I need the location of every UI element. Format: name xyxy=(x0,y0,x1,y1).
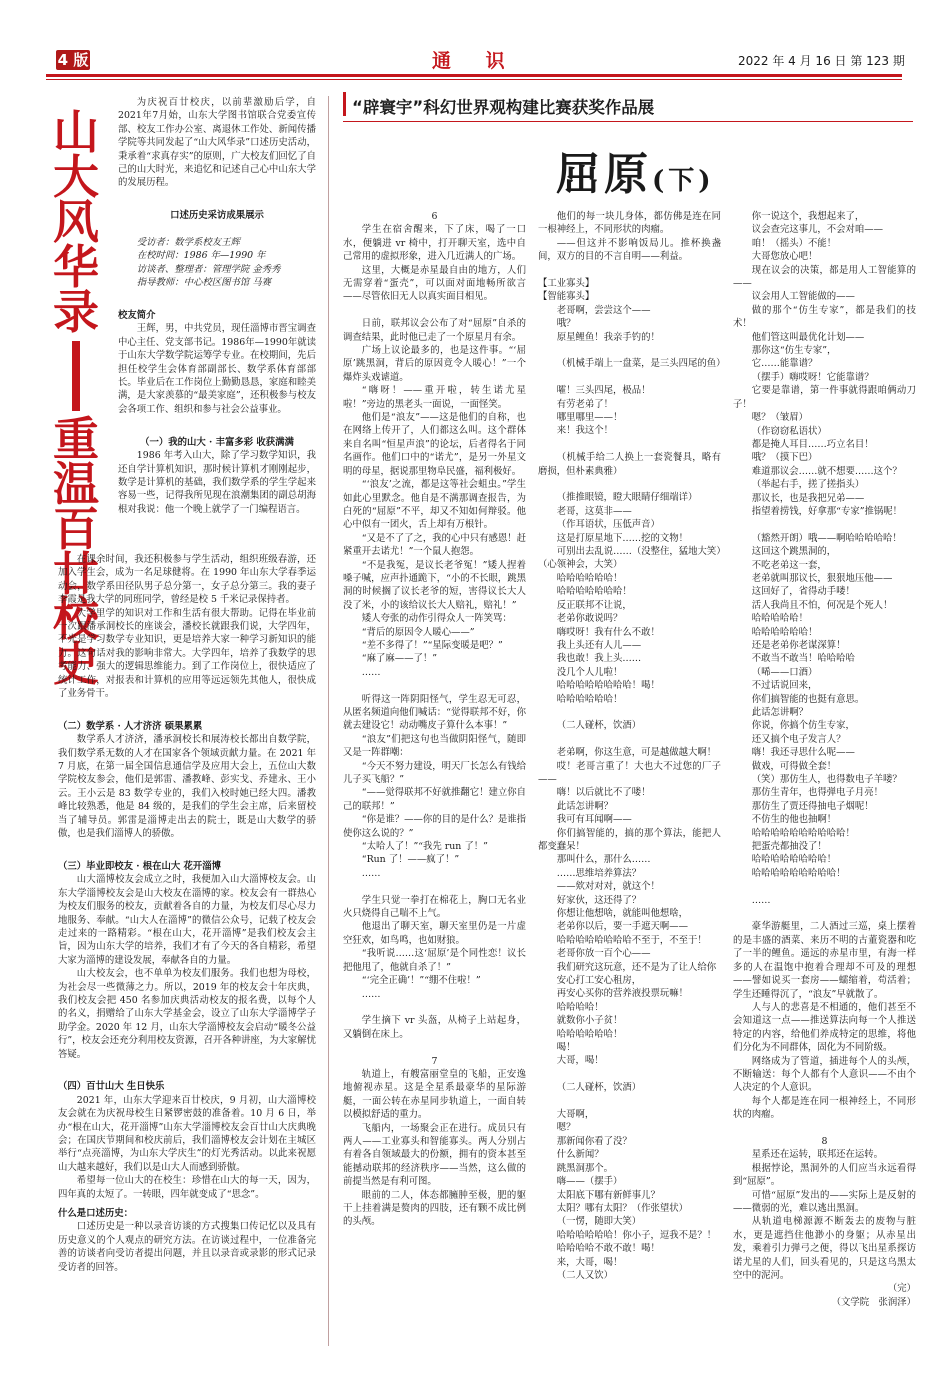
story-line: “Run 了！——疯了！” xyxy=(361,854,460,866)
story-line: 还又搞个电子发言人？ xyxy=(751,733,846,745)
story-line: 嗯？ xyxy=(556,1122,576,1134)
story-line: （一愣，随即大笑） xyxy=(556,1216,642,1228)
story-line: “又是不了了之，我的心中只有感恩！赶紧重开去诺尤！”一个鼠人抱怨。 xyxy=(343,532,526,558)
story-line: （机械手端上一盘菜，是三头四尾的鱼） xyxy=(556,358,726,370)
section3-paragraph: 山大校友会，也不单单为校友们服务。我们也想为母校，为社会尽一些微薄之力。所以，2019 年的校友会十年庆典，我们校友会把 450 名参加庆典活动校友的报名费，以每个人的名义，捐赠给了山东大学基金会，设立了山东大学淄博学子助学金。2020 年 12 月，山东大学淄博校友会启动“暖冬公益行”，校友会还充分利用校友资源，召开各种讲座，为大家解忧答疑。 xyxy=(58,968,316,1060)
story-line: 老哥，这莫非—— xyxy=(556,505,632,517)
story-line: 你们搞智能的也挺有意思。 xyxy=(751,693,865,705)
story-line: 根据悖论，黑洞外的人们应当永远看得到“屈原”。 xyxy=(733,1162,916,1188)
meta-interviewee: 受访者：数学系校友王辉 xyxy=(136,237,240,249)
story-line: 大哥您放心吧！ xyxy=(751,251,818,263)
story-line: 这回这个跳黑洞的， xyxy=(751,546,837,558)
story-line: 那仿生了贾还得抽电子烟呢！ xyxy=(751,800,874,812)
story-line: 老弟你以后，要一手遮天啊—— xyxy=(556,921,689,933)
spacer xyxy=(343,1001,526,1014)
story-line: 跳黑洞那个。 xyxy=(556,1162,614,1174)
story-line: 太阳底下哪有新鲜事儿？ xyxy=(556,1189,660,1201)
spacer xyxy=(538,1095,721,1108)
story-line: 嗨！我还寻思什么呢—— xyxy=(751,747,855,759)
story-line: 这是打原星地下……挖的文物！ xyxy=(556,532,689,544)
oral-history-text: 口述历史是一种以录音访谈的方式搜集口传记忆以及具有历史意义的个人观点的研究方法。在访谈过程中，一位准备完善的访谈者向受访者提出问题，并且以录音或录影的形式记录受访者的回答。 xyxy=(58,1221,316,1273)
story-line: （笑）那仿生人，也得数电子羊喽？ xyxy=(751,774,902,786)
story-line: “我听说……这‘屈原’是个同性恋！议长把他甩了，他就自杀了！” xyxy=(343,948,526,973)
story-line: 嗨！以后就比不了喽！ xyxy=(556,787,651,799)
story-line: 老哥你放一百个心—— xyxy=(556,948,651,960)
story-line: 他们管这叫最优化计划—— xyxy=(751,331,865,343)
vertical-title-char: 史 xyxy=(53,637,99,691)
story-line: 嗨——（摆手） xyxy=(556,1176,623,1188)
story-line: 反正联邦不让说， xyxy=(556,599,632,611)
page-number-badge: 4 版 xyxy=(57,51,89,69)
story-line: 你说，你搞个仿生专家， xyxy=(751,720,855,732)
story-line: ——但这并不影响饭局儿。推杯换盏间，双方的目的不言自明——利益。 xyxy=(538,237,721,263)
section2-heading: （二）数学系 · 人才济济 硕果累累 xyxy=(58,720,203,732)
story-line: 现在议会的决策，都是用人工智能算的—— xyxy=(733,264,916,290)
story-line: 嗯？（皱眉） xyxy=(751,412,809,424)
story-line: 哦？ xyxy=(556,318,576,330)
vertical-title-char: 重 xyxy=(53,412,99,466)
story-line: 都是掩人耳目……巧立名目！ xyxy=(751,438,874,450)
meta-advisor: 指导教师：中心校区图书馆 马赛 xyxy=(136,277,272,289)
paper-name: 通 识 xyxy=(432,50,519,72)
story-line: 那议长，也是我把兄弟—— xyxy=(751,492,865,504)
story-line: 嗨哎呀！我有什么不敢！ xyxy=(556,626,660,638)
story-line: 有劳老弟了！ xyxy=(556,398,614,410)
story-line: （二人碰杯，饮酒） xyxy=(556,1082,642,1094)
story-line: 嚯！三头四尾，极品！ xyxy=(556,385,651,397)
story-line: 那新闻你看了没？ xyxy=(556,1135,632,1147)
story-line: 我们研究这玩意，还不是为了让人给你 xyxy=(556,961,717,973)
story-column-2 xyxy=(538,210,726,1282)
section1-heading: （一）我的山大 · 丰富多彩 收获满满 xyxy=(140,436,294,448)
story-line: 难道那议会……就不想要……这个？ xyxy=(751,465,902,477)
character-name: 【智能寡头】 xyxy=(538,291,595,303)
story-line: 这回好了，省得动手喽！ xyxy=(751,586,855,598)
chapter-number: 6 xyxy=(431,211,438,222)
story-line: 不仿生的他也抽啊！ xyxy=(751,814,837,826)
story-line: 可别出去乱说……（没整住，猛地大笑）（心领神会，大笑） xyxy=(538,546,721,571)
spacer xyxy=(343,679,526,692)
story-line: 不过话说回来， xyxy=(751,680,818,692)
story-line: “太哈人了！”“我先 run 了！” xyxy=(361,841,488,853)
story-line: 从轨道电梯源源不断轰去的废物与脏水，更是遮挡住他渺小的身躯；从赤星出发，乘着引力弹弓之便，得以飞出星系探访诺尤星的人们，回头看见的，只是这乌黑太空中的泥河。 xyxy=(733,1216,916,1282)
story-line: 就数你小子贫！ xyxy=(556,1015,623,1027)
alumnus-heading: 校友简介 xyxy=(118,310,156,322)
section2-paragraph: 数学系人才济济，潘承洞校长和展涛校长都出自数学院，我们数学系无数的人才在国家各个领域贡献力量。在 2021 年 7 月底，在第一届全国信息通信学及应用大会上，五位山大数学院校友参会，他们是郭雷、潘教峰、彭实戈、乔建永、王小云。王小云是 83 数学专业的，我们入校时她已经大四。潘教峰比较熟悉，他是 84 级的，是我们的学生会主席，后来留校当了辅导员。郭雷是淄博走出去的院士，既是山大数学的骄傲，也是我们淄博人的骄傲。 xyxy=(58,734,316,840)
story-line: 大哥啊， xyxy=(556,1109,595,1121)
vertical-title-part1 xyxy=(50,105,102,339)
story-line: 广场上议论最多的，也是这件事。“‘屈原’跳黑洞，背后的原因竟令人暖心！”一个爆炸头戏谑道。 xyxy=(343,345,526,383)
story-line: “背后的原因令人暖心——” xyxy=(361,626,475,638)
story-line: （机械手给二人换上一套瓷餐具，略有磨损，但朴素典雅） xyxy=(538,452,721,477)
section1-paragraph: 1986 年考入山大，除了学习数学知识，我还自学计算机知识，那时候计算机才刚刚起步，数学是计算机的基础，我们数学系的学生学起来容易一些，记得我所见现在浪潮集团的副总胡海根对我说：他一个晚上就学了一门编程语言。 xyxy=(118,450,316,515)
story-line: “差不多得了！”“星际变暖是吧？” xyxy=(361,639,503,651)
vertical-title-char: 大 xyxy=(53,150,99,204)
story-line: ……思维培养算法？ xyxy=(556,867,642,879)
story-line: 可惜“屈原”发出的——实际上是反射的——微弱的光，难以逃出黑洞。 xyxy=(733,1189,916,1214)
spacer xyxy=(343,304,526,317)
story-line: 眼前的二人，体态都臃肿至极，肥的躯干上挂着满是赘肉的四肢，还有颗不成比例的头颅。 xyxy=(343,1189,526,1228)
story-line: 还是老弟你老谋深算！ xyxy=(751,639,846,651)
vertical-title-char: 百 xyxy=(53,502,99,556)
story-line: 他们是“浪友”——这是他们的自称，也在网络上传开了，人们都这么叫。这个群体来自名叫“恒星声浪”的论坛，后者得名于同名画作。他们口中的“诺尤”，是另一外星文明的母星，据说那里物阜民盛，福利极好。 xyxy=(343,412,526,477)
story-line: 哈哈哈哈哈哈哈哈！ xyxy=(751,854,837,866)
story-line: 人与人的悲喜是不相通的，他们甚至不会知道这一点——推送算法向每一个人推送特定的内容，给他们养成特定的思维，将他们分化为不同群体，固化为不同阶级。 xyxy=(733,1001,916,1054)
story-line: 它要是靠谱，第一件事就得跟咱俩动刀子！ xyxy=(733,385,916,410)
spacer xyxy=(733,518,916,531)
spacer xyxy=(538,344,721,357)
story-line: 老弟啊，你这生意，可是越做越大啊！ xyxy=(556,747,717,759)
vertical-title-divider xyxy=(72,341,80,411)
story-line: 它……能靠谱？ xyxy=(751,358,818,370)
story-line: 飞船内，一场聚会正在进行。成员只有两人——工业寡头和智能寡头。两人分别占有着各自领域最大的份额，拥有的资本甚至能撼动联邦的经济秩序——当然，这么做的前提当然是有利可图。 xyxy=(343,1122,526,1188)
spacer xyxy=(538,478,721,491)
story-line: “——觉得联邦不好就推翻它！建立你自己的联邦！” xyxy=(343,787,526,812)
story-line: 老弟你敢说吗？ xyxy=(556,613,623,625)
story-line: 老弟就叫那议长，狠狠地压他—— xyxy=(751,572,893,584)
story-line: 哈哈哈哈不敢不敢！喝！ xyxy=(556,1243,660,1255)
story-column-3 xyxy=(733,210,916,1309)
story-line: 不敢当不敢当！哈哈哈哈 xyxy=(751,653,855,665)
story-line: 没几个人儿啦！ xyxy=(556,666,623,678)
story-line: 议会用人工智能做的—— xyxy=(751,291,855,303)
story-line: …… xyxy=(361,988,381,1000)
story-title-main: 屈原 xyxy=(556,149,652,200)
story-line: 此话怎讲啊？ xyxy=(556,800,614,812)
story-line: ——欸对对对，就这个！ xyxy=(556,881,660,893)
column-divider xyxy=(328,96,329,1346)
story-line: “麻了麻——了！” xyxy=(361,653,438,665)
story-line: 来！我这个！ xyxy=(556,425,614,437)
chapter-number: 8 xyxy=(821,1135,828,1147)
story-line: 太阳？哪有太阳？（作张望状） xyxy=(556,1202,689,1214)
story-line: 你想让他想啥，就能叫他想啥， xyxy=(556,908,689,920)
story-line: （唏——口酒） xyxy=(751,666,818,678)
story-line: 喝！ xyxy=(556,1042,576,1054)
story-line: 哈哈哈哈哈哈！你小子，逗我不是？！ xyxy=(556,1229,717,1241)
vertical-title-char: 廿 xyxy=(53,547,99,601)
spacer xyxy=(733,880,916,893)
alumnus-bio: 王辉，男，中共党员，现任淄博市晋宝调查中心主任、党支部书记。1986年—1990年就读于山东大学数学院运筹学专业。在校期间，先后担任校学生会体育部副部长、数学系体育部部长。毕业后在工作岗位上勤勤恳恳，家庭和睦美满，是大家羡慕的“最美家庭”，还积极参与校友会各项工作、组织和参与社会公益事业。 xyxy=(118,323,316,415)
story-line: 原星鲤鱼！我亲手钓的！ xyxy=(556,331,660,343)
spacer xyxy=(733,907,916,920)
story-line: …… xyxy=(361,666,381,678)
left-top-column xyxy=(118,96,316,516)
spacer xyxy=(343,1041,526,1054)
vertical-title-char: 温 xyxy=(53,457,99,511)
vertical-title-char: 录 xyxy=(53,285,99,339)
section3-heading: （三）毕业即校友 · 根在山大 花开淄博 xyxy=(58,860,222,872)
spacer xyxy=(538,733,721,746)
header-rule-thin xyxy=(46,79,902,80)
section4-heading: （四）百廿山大 生日快乐 xyxy=(58,1081,165,1093)
intro-paragraph: 为庆祝百廿校庆，以前辈激励后学，自2021年7月始，山东大学图书馆联合党委宣传部、校友工作办公室、离退休工作处、新闻传播学院等共同发起了“山大风华录”口述历史活动，秉承着“求真存实”的原则，广大校友们回忆了自己的山大时光，来追忆和记述自己心中山东大学的发展历程。 xyxy=(118,97,316,189)
story-line: “不是我冤，是议长老爷冤！”矮人捏着嗓子喊，应声扑通跪下，“小的不长眼，跳黑洞的时候搁了议长老爷的短，害得议长大人没了米，小的该给议长大人赔礼，赔礼！” xyxy=(343,559,526,611)
story-line: 哈哈哈哈哈哈哈哈哈！ xyxy=(751,867,846,879)
story-line: “浪友”们把这句也当做阴阳怪气，随即又是一阵群嘲： xyxy=(343,733,526,759)
story-line: （作窃窃私语状） xyxy=(751,425,827,437)
left-bottom-column xyxy=(58,553,316,1274)
section4-paragraph: 希望每一位山大的在校生：珍惜在山大的每一天，因为，四年真的太短了。一转眼，四年就变成了“思念”。 xyxy=(58,1175,316,1200)
meta-interviewer: 访谈者、整理者：管理学院 金秀秀 xyxy=(136,263,281,275)
story-line: …… xyxy=(361,867,381,879)
story-line: 学生只觉一拳打在棉花上，胸口无名业火只烧得自己喘不上气。 xyxy=(343,894,526,920)
story-line: 我也敢！我上头…… xyxy=(556,653,642,665)
spacer xyxy=(538,438,721,451)
vertical-title-char: 山 xyxy=(53,105,99,159)
story-line: 那仿生青年，也得弹电子月亮！ xyxy=(751,787,884,799)
story-line: 我可有耳闻啊—— xyxy=(556,814,632,826)
story-line: 再安心买你的营养液投票玩嘛！ xyxy=(556,988,689,1000)
story-line: 你一说这个，我想起来了， xyxy=(751,211,865,222)
story-line: 议会查完这事儿，不会对咱—— xyxy=(751,224,884,236)
spacer xyxy=(538,371,721,384)
story-line: 矮人夸张的动作引得众人一阵笑骂： xyxy=(361,613,512,625)
spacer xyxy=(343,880,526,893)
story-line: 日前，联邦议会公布了对“屈原”自杀的调查结果，此时他已走了一个原星月有余。 xyxy=(343,318,526,343)
story-line: 活人我尚且不怕，何况是个死人！ xyxy=(751,599,893,611)
story-line: “‘完全正确’！”“绷不住啦！” xyxy=(361,975,481,987)
character-name: 【工业寡头】 xyxy=(538,278,595,290)
story-line: （二人碰杯，饮酒） xyxy=(556,720,642,732)
story-title-part: (下) xyxy=(652,166,715,196)
story-line: 他们的每一块儿身体，都仿佛是连在同一根神经上，不同形状的肉瘤。 xyxy=(538,211,721,236)
section1-paragraph: 在课余时间，我还积极参与学生活动，组织班级春游，还加入学生会，成为一名足球健将。在 1990 年山东大学春季运动会，数学系田径队男子总分第一，女子总分第三。我的妻子李霞是我大学的同班同学，曾经是校 5 千米记录保持者。 xyxy=(58,554,316,606)
story-line: 指望着捞钱，好拿那“专家”推锅呢！ xyxy=(751,505,903,517)
section-accent-bar xyxy=(343,92,346,116)
story-line: 星系还在运转，联邦还在运转。 xyxy=(751,1149,884,1161)
story-line: 哈哈哈哈哈！ xyxy=(751,613,809,625)
story-line: “你是谁？——你的目的是什么？是谁指使你这么说的？” xyxy=(343,814,526,839)
byline: （文学院 张润泽） xyxy=(831,1296,916,1308)
story-line: “‘浪友’之流，都是这等社会蛆虫。”学生如此心里默念。他自是不满那调查报告，为白死的“屈原”不平，却又不知如何辩驳。他心中似有一团火，舌上却有万根针。 xyxy=(343,479,526,531)
story-line: 哈哈哈哈哈哈哈哈不至于，不至于！ xyxy=(556,934,707,946)
story-column-1 xyxy=(343,210,526,1229)
story-line: 做戏，可得做全套！ xyxy=(751,760,837,772)
story-line: （作耳语状，压低声音） xyxy=(556,519,660,531)
story-line: 你们搞智能的，搞的那个算法，能把人都变蠢呆！ xyxy=(538,827,721,852)
story-line: （举起右手，搓了搓指头） xyxy=(751,479,865,491)
meta-years: 在校时间：1986 年—1990 年 xyxy=(136,250,266,262)
story-line: 那你这“仿生专家”， xyxy=(751,345,837,357)
story-line: 哈哈哈哈哈哈！ xyxy=(556,572,623,584)
story-line: （豁然开朗）哦——啊哈哈哈哈哈！ xyxy=(751,532,902,544)
story-line: （摆手）嗨哎呀！它能靠谱？ xyxy=(751,371,874,383)
story-line: 安心打工安心租房， xyxy=(556,975,642,987)
story-line: 哈哈哈哈哈哈！ xyxy=(556,693,623,705)
story-line: 每个人都是连在同一根神经上，不同形状的肉瘤。 xyxy=(733,1095,916,1121)
story-line: 学生在宿舍醒来，下了床，喝了一口水，便躺进 vr 椅中，打开聊天室，选中自己常用的虚拟形象，进入几近满人的广场。 xyxy=(343,224,526,263)
story-line: “今天不努力建设，明天厂长怎么有钱给儿子买飞船？” xyxy=(343,760,526,786)
story-line: 来，大哥，喝！ xyxy=(556,1256,623,1268)
oral-history-heading: 什么是口述历史： xyxy=(58,1208,134,1220)
spacer xyxy=(733,1122,916,1135)
story-line: 哈哈哈哈哈哈！ xyxy=(556,1028,623,1040)
story-line: “嗨呀！——重开啦，转生诺尤星啦！”旁边的黑老头一面说，一面怪笑。 xyxy=(343,385,526,410)
story-line: 咱！（摇头）不能！ xyxy=(751,237,837,249)
byline: （完） xyxy=(887,1283,916,1295)
story-line: 把蛋壳都抽没了！ xyxy=(751,841,827,853)
story-line: 学生摘下 vr 头盔，从椅子上站起身，又躺倒在床上。 xyxy=(343,1015,526,1040)
section-title: “辟寰宇”科幻世界观构建比赛获奖作品展 xyxy=(352,98,655,117)
story-line: 哪里哪里——！ xyxy=(556,412,623,424)
section4-paragraph: 2021 年，山东大学迎来百廿校庆，9 月初，山大淄博校友会就在为庆祝母校生日紧锣密鼓的准备着。10 月 6 日，举办“根在山大，花开淄博”山东大学淄博校友会百廿山大庆典晚会；在国庆节期间和校庆前后，我们淄博校友会计划在主城区举行“点亮淄博，为山东大学庆生”的灯光秀活动。以此来祝愿山大越来越好，我们以是山大人而感到骄傲。 xyxy=(58,1094,316,1173)
story-line: 哎！老哥言重了！大也大不过您的厂子—— xyxy=(538,760,721,785)
story-line: 豪华游艇里，二人酒过三巡，桌上摆着的是丰盛的酒菜、来历不明的古董瓷器和吃了一半的鲤鱼。遥远的赤星市里，有海一样多的人在温饱中抱着合理却不可及的理想——譬如说买一套房——蠕缩着，苟活着；学生还睡得沉了，“浪友”早就散了。 xyxy=(733,921,916,1000)
spacer xyxy=(538,706,721,719)
vertical-title-char: 华 xyxy=(53,240,99,294)
story-line: 我上头还有人儿—— xyxy=(556,639,642,651)
spacer xyxy=(538,1068,721,1081)
story-line: 哈哈哈哈哈哈哈哈哈哈！ xyxy=(751,827,855,839)
vertical-title-char: 校 xyxy=(53,592,99,646)
story-line: 哈哈哈哈哈哈哈！ xyxy=(556,586,632,598)
story-line: 什么新闻？ xyxy=(556,1149,604,1161)
story-line: 这里，大概是赤星最自由的地方，人们无需穿着“蛋壳”，可以面对面地畅所欲言——尽管依旧无人以真实面目相见。 xyxy=(343,264,526,303)
issue-date: 2022 年 4 月 16 日 第 123 期 xyxy=(738,54,905,68)
story-title xyxy=(556,138,715,202)
story-line: 不吃老弟这一套， xyxy=(751,559,827,571)
story-line: 哈哈哈哈！ xyxy=(556,1001,604,1013)
chapter-number: 7 xyxy=(431,1055,438,1067)
story-line: （二人又饮） xyxy=(556,1269,614,1281)
story-line: 哦？（摸下巴） xyxy=(751,452,818,464)
story-line: 老哥啊，尝尝这个—— xyxy=(556,304,651,316)
story-line: （推推眼镜，瞪大眼睛仔细端详） xyxy=(556,492,698,504)
section-rule xyxy=(343,121,913,122)
section1-paragraph: 大学里学的知识对工作和生活有很大帮助。记得在毕业前一次跟潘承洞校长的座谈会，潘校长就跟我们说，大学四年，不光是学习数学专业知识，更是培养大家一种学习新知识的能力。这句话对我的影响非常大。大学四年，培养了我数学的思考能力、强大的逻辑思维能力。到了工作岗位上，很快适应了统计工作，对报表和计算机的应用等远远领先其他人，很快成了业务骨干。 xyxy=(58,607,316,700)
story-line: 大哥，喝！ xyxy=(556,1055,604,1067)
story-line: 哈哈哈哈哈哈！ xyxy=(751,626,818,638)
story-line: 好家伙，这还得了？ xyxy=(556,894,642,906)
story-line: 做的那个“仿生专家”，都是我们的技术！ xyxy=(733,304,916,330)
series-title: 口述历史采访成果展示 xyxy=(170,210,264,222)
story-line: 那叫什么，那什么…… xyxy=(556,854,651,866)
vertical-title-char: 风 xyxy=(53,195,99,249)
story-line: 听得这一阵阴阳怪气，学生忍无可忍，从匿名频道向他们喊话：“觉得联邦不好，你就去建设它！动动嘴皮子算什么本事！” xyxy=(343,693,526,732)
story-line: 轨道上，有艘富丽堂皇的飞船，正安逸地俯视赤星。这是全星系最豪华的星际游艇，一面公转在赤星同步轨道上，一面自转以模拟舒适的重力。 xyxy=(343,1068,526,1121)
header-rule xyxy=(46,74,902,77)
section3-paragraph: 山大淄博校友会成立之时，我便加入山大淄博校友会。山东大学淄博校友会是山大校友在淄博的家。校友会有一群热心为校友们服务的校友，贡献着各自的力量，为校友们尽心尽力地服务、奉献。“山大人在淄博”的微信公众号，记载了校友会走过来的一路精彩。“根在山大，花开淄博”是我们校友会主旨，因为山东大学的培养，我们才有了今天的各自精彩，希望大家为淄博的建设发展，奉献各自的力量。 xyxy=(58,874,316,966)
spacer xyxy=(538,264,721,277)
story-line: 哈哈哈哈哈哈哈哈！喝！ xyxy=(556,680,660,692)
story-line: 网络成为了管道，插进每个人的头颅，不断输送：每个人都有个人意识——不由个人决定的个人意识。 xyxy=(733,1055,916,1094)
story-line: 此话怎讲啊？ xyxy=(751,707,809,719)
story-line: …… xyxy=(751,894,771,906)
story-line: 他退出了聊天室，聊天室里仍是一片虚空狂欢，如鸟鸣，也如财狼。 xyxy=(343,921,526,946)
